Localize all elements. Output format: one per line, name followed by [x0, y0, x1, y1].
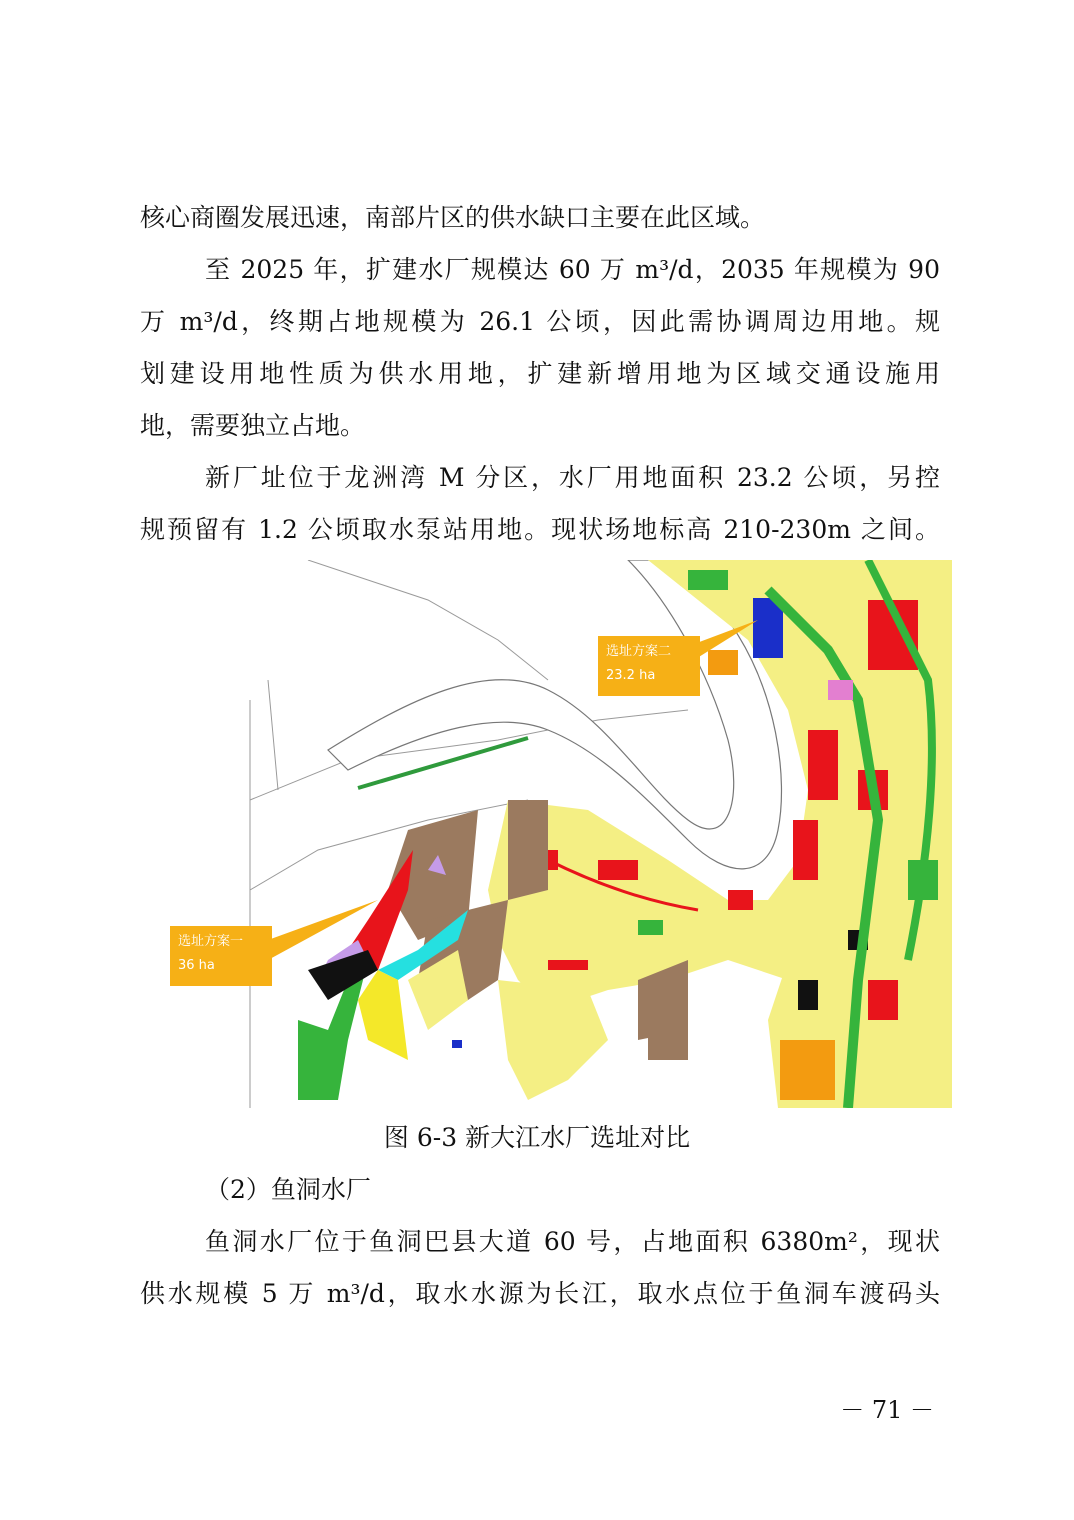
callout-area: 23.2 ha [606, 668, 656, 683]
paragraph-line: 规预留有 1.2 公顷取水泵站用地。现状场地标高 210-230m 之间。 [140, 515, 940, 544]
paragraph-text: 鱼洞水厂位于鱼洞巴县大道 60 号，占地面积 6380m²，现状 [205, 1227, 940, 1256]
figure-caption: 图 6-3 新大江水厂选址对比 [383, 1123, 691, 1152]
section-heading: （2）鱼洞水厂 [205, 1175, 371, 1204]
paragraph-line: 核心商圈发展迅速，南部片区的供水缺口主要在此区域。 [140, 203, 766, 232]
callout-title: 选址方案二 [606, 644, 672, 659]
paragraph-line: 划建设用地性质为供水用地，扩建新增用地为区域交通设施用 [140, 359, 940, 388]
paragraph-line: 万 m³/d，终期占地规模为 26.1 公顷，因此需协调周边用地。规 [140, 307, 940, 336]
callout-title: 选址方案一 [178, 934, 244, 949]
callout-area: 36 ha [178, 958, 215, 973]
paragraph-line [205, 460, 940, 496]
page-number: － 71 － [840, 1396, 934, 1424]
paragraph-line [205, 1224, 940, 1260]
paragraph-line: 供水规模 5 万 m³/d，取水水源为长江，取水点位于鱼洞车渡码头 [140, 1279, 940, 1308]
paragraph-line: 地，需要独立占地。 [140, 411, 366, 440]
paragraph-text: 新厂址位于龙洲湾 M 分区，水厂用地面积 23.2 公顷，另控 [205, 463, 940, 492]
map-drawing [168, 560, 952, 1108]
paragraph-line [205, 252, 940, 288]
land-use-map [168, 560, 952, 1108]
callout-option-one [170, 926, 272, 986]
paragraph-text: 至 2025 年，扩建水厂规模达 60 万 m³/d，2035 年规模为 90 [205, 255, 940, 284]
callout-option-two [598, 636, 700, 696]
